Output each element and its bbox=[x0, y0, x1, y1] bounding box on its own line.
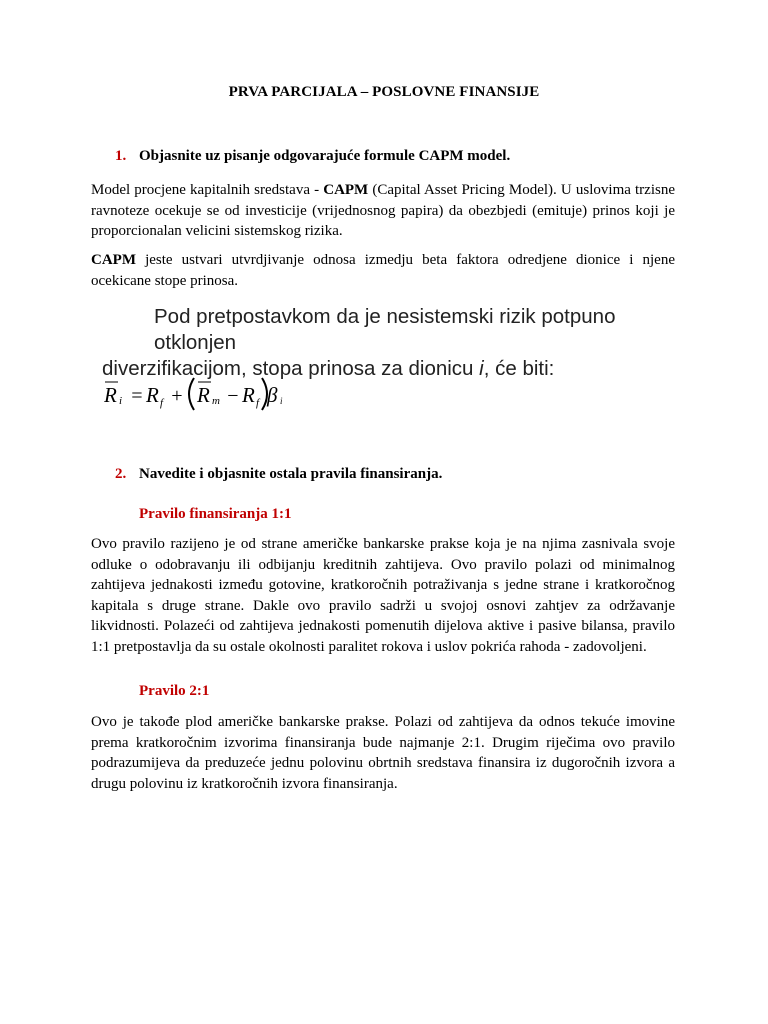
formula-beta: β bbox=[267, 383, 278, 407]
question-2-text: Navedite i objasnite ostala pravila finansiranja. bbox=[139, 466, 443, 482]
capm-image-line-2-end: , će biti: bbox=[483, 357, 555, 380]
question-2 bbox=[115, 466, 442, 483]
capm-acronym-2: CAPM bbox=[91, 252, 136, 268]
question-2-number: 2. bbox=[115, 466, 127, 482]
formula-open-paren bbox=[189, 378, 194, 410]
capm-image-caption bbox=[102, 304, 682, 382]
formula-minus: − bbox=[226, 385, 240, 407]
formula-sub-i: i bbox=[119, 395, 123, 407]
formula-r-m: R bbox=[197, 383, 210, 407]
capm-formula bbox=[104, 372, 324, 416]
formula-r-bar: R bbox=[104, 383, 117, 407]
question-1-number: 1. bbox=[115, 148, 127, 164]
capm-definition-start: Model procjene kapitalnih sredstava - bbox=[91, 182, 324, 198]
capm-definition-rest: (Capital Asset Pricing Model). U uslovima trzisne ravnoteze ocekuje se od investicije (vrijednosnog papira) da obezbjedi (emituje) prinos koji je proporcionalan velicini sistemskog rizika. bbox=[91, 182, 676, 239]
formula-equals: = bbox=[130, 385, 144, 407]
capm-image-line-2-start: diverzifikacijom, stopa prinosa za dionicu bbox=[102, 357, 480, 380]
capm-image-line-1: Pod pretpostavkom da je nesistemski rizik potpuno otklonjen bbox=[154, 305, 616, 354]
formula-sub-f-2: f bbox=[256, 397, 260, 409]
document-title: PRVA PARCIJALA – POSLOVNE FINANSIJE bbox=[228, 84, 540, 100]
rule-1-heading: Pravilo finansiranja 1:1 bbox=[139, 506, 292, 522]
capm-formula-svg bbox=[104, 372, 324, 416]
question-1-text: Objasnite uz pisanje odgovarajuće formule CAPM model. bbox=[139, 148, 511, 164]
capm-definition-paragraph bbox=[91, 180, 675, 242]
question-1 bbox=[115, 148, 510, 165]
formula-sub-m: m bbox=[212, 395, 220, 407]
rule-2-paragraph: Ovo je takođe plod američke bankarske prakse. Polazi od zahtijeva da odnos tekuće imovine prema kratkoročnim izvorima finansiranja bude najmanje 2:1. Drugim riječima ovo pravilo podrazumijeva da preduzeće jednu polovinu obrtnih sredstava finansira iz dugoročnih izvora a drugu polovinu iz kratkoročnih izvora finansiranja. bbox=[91, 714, 675, 792]
capm-explanation-text: jeste ustvari utvrdjivanje odnosa izmedju beta faktora odredjene dionice i njene ocekicane stope prinosa. bbox=[91, 252, 675, 289]
capm-explanation-paragraph bbox=[91, 250, 675, 291]
formula-plus: + bbox=[170, 385, 184, 407]
capm-image-line-2-italic: i bbox=[479, 357, 484, 380]
formula-beta-sub-i: i bbox=[280, 396, 283, 406]
rule-1-paragraph: Ovo pravilo razijeno je od strane američke bankarske prakse koja je na njima zasnivala svoje odluke o odobravanju ili odbijanju kreditnih zahtijeva. Ovo pravilo polazi od minimalnog zahtijeva jednakosti između gotovine, kratkoročnih potraživanja s jedne strane i kratkoročnog kapitala s druge strane. Dakle ovo pravilo sadrži u svojoj osnovi zahtjev za održavanje likvidnosti. Polazeći od zahtijeva jednakosti pomenutih dijelova aktive i pasive bilansa, pravilo 1:1 pretpostavlja da su ostale okolnosti paralitet rokova i uslov pokrića rahoda - zadovoljeni. bbox=[91, 536, 675, 655]
formula-r-f: R bbox=[146, 383, 159, 407]
capm-acronym: CAPM bbox=[323, 182, 369, 198]
formula-r-f-2: R bbox=[242, 383, 255, 407]
rule-2-heading: Pravilo 2:1 bbox=[139, 683, 210, 699]
formula-sub-f: f bbox=[160, 397, 164, 409]
